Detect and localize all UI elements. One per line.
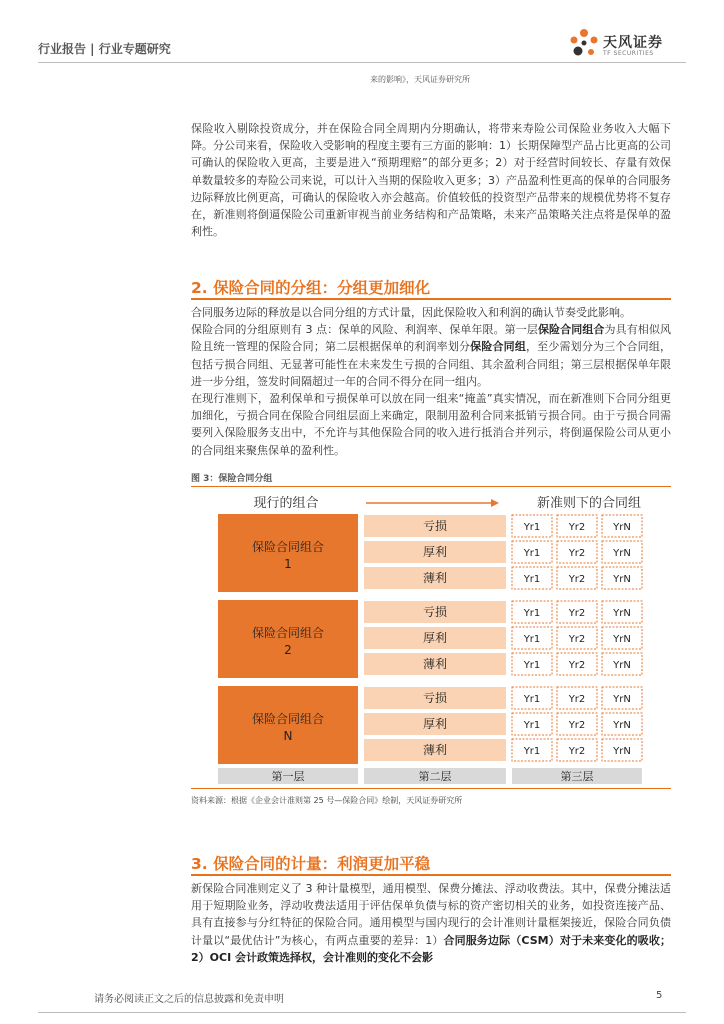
year-cohort-label: Yr2 bbox=[568, 720, 586, 731]
section-3-body bbox=[191, 880, 671, 966]
year-cohort-label: Yr2 bbox=[568, 634, 586, 645]
year-cohort-label: Yr2 bbox=[568, 548, 586, 559]
portfolio-index: 2 bbox=[284, 643, 292, 657]
year-cohort-label: Yr2 bbox=[568, 746, 586, 757]
section-2-p2-text-d: ，至少需划分为三个合同组，包括亏损合同组、无显著可能性在未来发生亏损的合同组、其余盈利合同组；第三层根据保单年限进一步分组，签发时间隔超过一年的合同不得分在同一组内。 bbox=[191, 340, 672, 388]
year-cohort-label: Yr2 bbox=[568, 522, 586, 533]
section-2-underline bbox=[191, 298, 671, 300]
section-2-title: 2. 保险合同的分组：分组更加细化 bbox=[191, 279, 431, 297]
section-2-p2 bbox=[191, 321, 671, 390]
year-cohort-label: Yr2 bbox=[568, 694, 586, 705]
year-cohort-label: Yr2 bbox=[568, 608, 586, 619]
intro-text: 保险收入剔除投资成分，并在保险合同全周期内分期确认，将带来寿险公司保险业务收入大幅下降。分公司来看，保险收入受影响的程度主要有三方面的影响：1）长期保障型产品占比更高的公司可确认的保险收入更高，主要是进入“预期理赔”的部分更多；2）对于经营时间较长、存量有效保单数量较多的寿险公司来说，可以计入当期的保险收入更多；3）产品盈利性更高的保单的合同服务边际释放比例更高，可确认的保险收入亦会越高。价值较低的投资型产品带来的规模优势将不复存在，新准则将倒逼保险公司重新审视当前业务结构和产品策略，未来产品策略关注点将是保单的盈利性。 bbox=[191, 122, 671, 239]
profit-group-label: 厚利 bbox=[422, 631, 448, 645]
layer-label: 第三层 bbox=[560, 770, 594, 783]
section-2-body bbox=[191, 304, 671, 459]
portfolio-label: 保险合同组合 bbox=[251, 626, 325, 640]
profit-group-label: 厚利 bbox=[422, 545, 448, 559]
section-3-p1-text: 新保险合同准则定义了 3 种计量模型，通用模型、保费分摊法、浮动收费法。其中，保费分摊法适用于短期险业务，浮动收费法适用于评估保单负债与标的资产密切相关的业务，如投资连接产品、具有直接参与分红特征的保险合同。通用模型与国内现行的会计准则计量框架接近，保险合同负债计量以“最优估计”为核心，有两点重要的差异：1） bbox=[191, 882, 671, 947]
portfolio-label: 保险合同组合 bbox=[251, 540, 325, 554]
page-number: 5 bbox=[656, 990, 663, 1001]
figure-caption: 图 3：保险合同分组 bbox=[191, 474, 273, 484]
section-3-p1 bbox=[191, 880, 671, 966]
year-cohort-label: YrN bbox=[613, 522, 631, 533]
profit-group-label: 薄利 bbox=[422, 571, 448, 585]
intro-paragraph bbox=[191, 120, 671, 240]
profit-group-label: 薄利 bbox=[422, 657, 448, 671]
portfolio-index: 1 bbox=[284, 557, 292, 571]
brand-name: 天风证券 bbox=[603, 35, 663, 51]
term-group: 保险合同组 bbox=[470, 340, 527, 354]
year-cohort-label: YrN bbox=[613, 608, 631, 619]
header-divider bbox=[38, 62, 686, 63]
right-header: 新准则下的合同组 bbox=[536, 496, 642, 511]
year-cohort-label: Yr1 bbox=[523, 746, 541, 757]
year-cohort-label: YrN bbox=[613, 660, 631, 671]
profit-group-label: 薄利 bbox=[422, 743, 448, 757]
profit-group-label: 亏损 bbox=[422, 605, 448, 619]
portfolio-label: 保险合同组合 bbox=[251, 712, 325, 726]
footer-divider bbox=[38, 1012, 686, 1013]
section-2-p3: 在现行准则下，盈利保单和亏损保单可以放在同一组来“掩盖”真实情况，而在新准则下合同分组更加细化，亏损合同在保险合同组层面上来确定，限制用盈利合同来抵销亏损合同。由于亏损合同需要列入保险服务支出中，不允许与其他保险合同的收入进行抵消合并列示，将倒逼保险公司从更小的合同组来聚焦保单的盈利性。 bbox=[191, 392, 671, 457]
year-cohort-label: Yr2 bbox=[568, 574, 586, 585]
year-cohort-label: YrN bbox=[613, 694, 631, 705]
section-3-p1-bold: 合同服务边际（CSM）对于未来变化的吸收；2）OCI 会计政策选择权，会计准则的变化不会影 bbox=[191, 933, 671, 964]
profit-group-label: 厚利 bbox=[422, 717, 448, 731]
section-2-p2-text-a: 保险合同的分组原则有 3 点：保单的风险、利润率、保单年限。第一层 bbox=[191, 323, 538, 337]
section-3-underline bbox=[191, 874, 671, 876]
year-cohort-label: Yr2 bbox=[568, 660, 586, 671]
brand-name-en: TF SECURITIES bbox=[603, 50, 654, 57]
term-portfolio: 保险合同组合 bbox=[537, 323, 605, 337]
figure-source: 资料来源：根据《企业会计准则第 25 号—保险合同》绘制，天风证券研究所 bbox=[191, 796, 463, 805]
year-cohort-label: Yr1 bbox=[523, 608, 541, 619]
year-cohort-label: Yr1 bbox=[523, 548, 541, 559]
figure-bottom-rule bbox=[191, 788, 671, 789]
profit-group-label: 亏损 bbox=[422, 519, 448, 533]
year-cohort-label: Yr1 bbox=[523, 694, 541, 705]
profit-group-label: 亏损 bbox=[422, 691, 448, 705]
year-cohort-label: Yr1 bbox=[523, 720, 541, 731]
layer-label: 第一层 bbox=[271, 770, 305, 783]
year-cohort-label: Yr1 bbox=[523, 522, 541, 533]
left-header: 现行的组合 bbox=[253, 496, 319, 511]
section-3-title: 3. 保险合同的计量：利润更加平稳 bbox=[191, 855, 431, 873]
year-cohort-label: YrN bbox=[613, 746, 631, 757]
arrow-head-icon bbox=[491, 499, 499, 507]
year-cohort-label: YrN bbox=[613, 720, 631, 731]
footer-disclaimer: 请务必阅读正文之后的信息披露和免责申明 bbox=[94, 994, 284, 1005]
contract-grouping-diagram bbox=[191, 488, 671, 786]
year-cohort-label: Yr1 bbox=[523, 574, 541, 585]
section-2-p2-text-c: 为具有相似风险且统一管理的保险合同；第二层根据保单的利润率划分 bbox=[191, 323, 671, 354]
year-cohort-label: YrN bbox=[613, 634, 631, 645]
brand-logo-icon bbox=[566, 26, 602, 62]
report-category: 行业报告 | 行业专题研究 bbox=[38, 42, 171, 56]
year-cohort-label: Yr1 bbox=[523, 634, 541, 645]
year-cohort-label: Yr1 bbox=[523, 660, 541, 671]
year-cohort-label: YrN bbox=[613, 548, 631, 559]
previous-source-note: 来的影响》，天风证券研究所 bbox=[370, 75, 470, 84]
portfolio-index: N bbox=[283, 729, 293, 743]
section-2-p1: 合同服务边际的释放是以合同分组的方式计量，因此保险收入和利润的确认节奏受此影响。 bbox=[191, 306, 631, 319]
layer-label: 第二层 bbox=[418, 770, 452, 783]
year-cohort-label: YrN bbox=[613, 574, 631, 585]
figure-top-rule bbox=[191, 486, 671, 487]
